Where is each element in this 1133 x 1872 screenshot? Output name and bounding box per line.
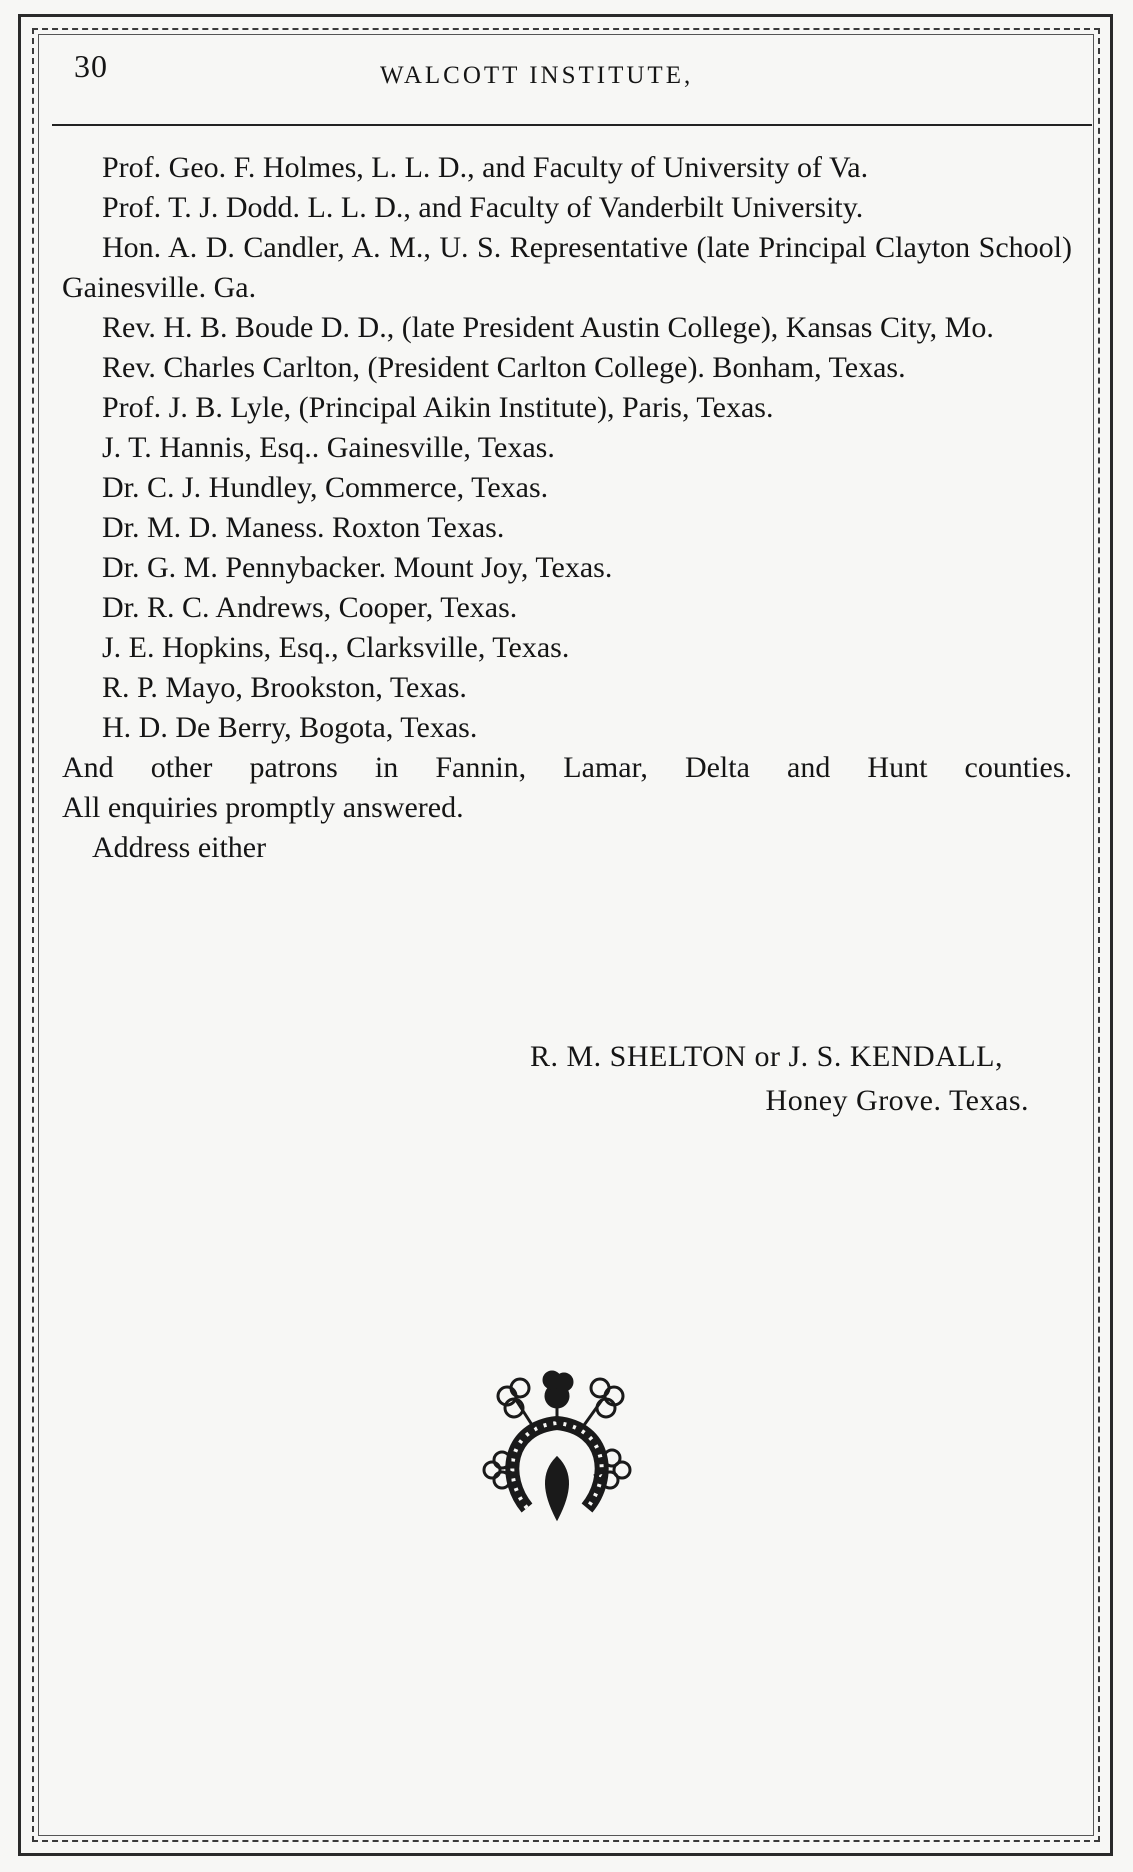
- reference-entry: R. P. Mayo, Brookston, Texas.: [102, 671, 467, 704]
- reference-entry: Hon. A. D. Candler, A. M., U. S. Representative (late Principal Clayton School) Gainesville. Ga.: [62, 231, 1072, 304]
- reference-entry: Rev. Charles Carlton, (President Carlton College). Bonham, Texas.: [102, 351, 906, 384]
- signature-place: Honey Grove. Texas.: [765, 1084, 1029, 1117]
- signature-names: R. M. SHELTON or J. S. KENDALL,: [529, 1040, 1003, 1073]
- patrons-note: And other patrons in Fannin, Lamar, Delta and Hunt counties.: [62, 751, 1072, 784]
- enquiries-note: All enquiries promptly answered.: [62, 791, 464, 824]
- reference-entry: Prof. J. B. Lyle, (Principal Aikin Institute), Paris, Texas.: [102, 391, 774, 424]
- reference-entry: Dr. M. D. Maness. Roxton Texas.: [102, 511, 505, 544]
- reference-entry: J. E. Hopkins, Esq., Clarksville, Texas.: [102, 631, 570, 664]
- page-number: 30: [74, 48, 108, 84]
- horseshoe-clover-ornament-icon: [482, 1358, 632, 1528]
- reference-entry: Dr. G. M. Pennybacker. Mount Joy, Texas.: [102, 551, 613, 584]
- header-rule: [52, 124, 1092, 126]
- reference-entry: J. T. Hannis, Esq.. Gainesville, Texas.: [102, 431, 555, 464]
- reference-entry: Dr. C. J. Hundley, Commerce, Texas.: [102, 471, 549, 504]
- reference-entry: H. D. De Berry, Bogota, Texas.: [102, 711, 478, 744]
- reference-entry: Dr. R. C. Andrews, Cooper, Texas.: [102, 591, 518, 624]
- reference-entry: Prof. T. J. Dodd. L. L. D., and Faculty of Vanderbilt University.: [102, 191, 864, 224]
- running-head: WALCOTT INSTITUTE,: [380, 62, 694, 89]
- address-line: Address either: [92, 831, 267, 864]
- reference-entry: Rev. H. B. Boude D. D., (late President Austin College), Kansas City, Mo.: [102, 311, 994, 344]
- reference-entry: Prof. Geo. F. Holmes, L. L. D., and Faculty of University of Va.: [102, 151, 869, 184]
- references-text: [62, 148, 1072, 868]
